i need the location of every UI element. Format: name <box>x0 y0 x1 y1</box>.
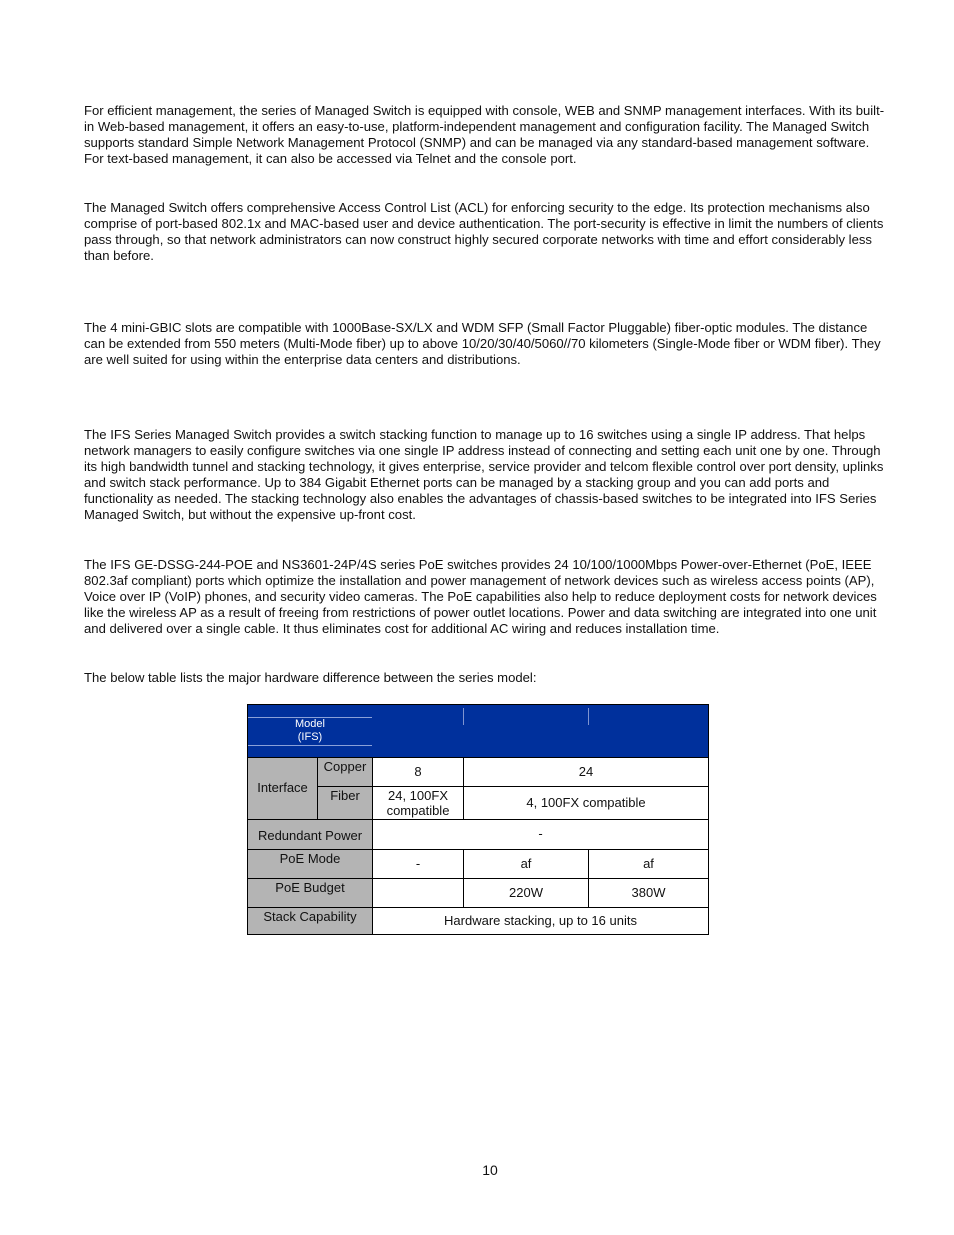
poe-budget-value-1 <box>372 878 463 907</box>
interface-label: Interface <box>248 757 317 819</box>
poe-mode-value-2: af <box>463 849 588 878</box>
stack-capability-label: Stack Capability <box>248 907 372 934</box>
redundant-power-value: - <box>372 819 708 849</box>
fiber-label: Fiber <box>317 786 372 819</box>
paragraph-stacking: The IFS Series Managed Switch provides a switch stacking function to manage up to 16 switches using a single IP address. That helps network managers to easily configure switches via one single IP address instead of connecting and setting each unit one by one. Through its high bandwidth tunnel and stacking technology, it gives enterprise, service provider and telcom flexible control over port density, uplinks and switch stack performance. Up to 384 Gigabit Ethernet ports can be managed by a stacking group and you can add ports and functionality as needed. The stacking technology also enables the advantages of chassis-based switches to be integrated into IFS Series Managed Switch, but without the expensive up-front cost. <box>84 427 884 522</box>
hardware-difference-table <box>247 704 709 935</box>
table-header-row <box>248 705 708 757</box>
paragraph-mini-gbic: The 4 mini-GBIC slots are compatible with 1000Base-SX/LX and WDM SFP (Small Factor Pluggable) fiber-optic modules. The distance can be extended from 550 meters (Multi-Mode fiber) up to above 10/20/30/40/5060//70 kilometers (Single-Mode fiber or WDM fiber). They are well suited for using within the enterprise data centers and distributions. <box>84 320 881 367</box>
header-model-label: Model <box>295 718 325 730</box>
poe-mode-label: PoE Mode <box>248 849 372 878</box>
paragraph-poe: The IFS GE-DSSG-244-POE and NS3601-24P/4S series PoE switches provides 24 10/100/1000Mbps Power-over-Ethernet (PoE, IEEE 802.3af compliant) ports which optimize the installation and power management of network devices such as wireless access points (AP), Voice over IP (VoIP) phones, and security video cameras. The PoE capabilities also help to reduce deployment costs for network devices like the wireless AP as a result of freeing from restrictions of power outlet locations. Power and data switching are integrated into one unit and delivered over a single cable. It thus eliminates cost for additional AC wiring and reduces installation time. <box>84 557 877 636</box>
copper-value-24-port: 24 <box>463 757 708 786</box>
paragraph-management: For efficient management, the series of Managed Switch is equipped with console, WEB and SNMP management interfaces. With its built-in Web-based management, it offers an easy-to-use, platform-independent management and configuration facility. The Managed Switch supports standard Simple Network Management Protocol (SNMP) and can be managed via any standard-based management software. For text-based management, it can also be accessed via Telnet and the console port. <box>84 103 885 166</box>
poe-mode-value-1: - <box>372 849 463 878</box>
fiber-value-line2: compatible <box>386 803 450 818</box>
header-ifs-label: (IFS) <box>297 731 323 743</box>
header-divider <box>588 708 589 725</box>
fiber-value-line1: 24, 100FX <box>388 788 448 803</box>
poe-budget-value-2: 220W <box>463 878 588 907</box>
stack-capability-value: Hardware stacking, up to 16 units <box>372 907 708 934</box>
poe-budget-value-3: 380W <box>588 878 708 907</box>
header-divider <box>463 708 464 725</box>
paragraph-security: The Managed Switch offers comprehensive Access Control List (ACL) for enforcing security to the edge. Its protection mechanisms also comprise of port-based 802.1x and MAC-based user and device authentication. The port-security is effective in limit the numbers of clients pass through, so that network administrators can now construct highly secured corporate networks with time and effort considerably less than before. <box>84 200 884 263</box>
paragraph-table-intro: The below table lists the major hardware difference between the series model: <box>84 670 537 685</box>
model-header-cell <box>248 717 372 746</box>
fiber-value-8-port <box>372 786 463 819</box>
copper-label: Copper <box>317 757 372 786</box>
redundant-power-label: Redundant Power <box>248 819 372 849</box>
poe-mode-value-3: af <box>588 849 708 878</box>
page-number: 10 <box>482 1162 498 1178</box>
fiber-value-24-port: 4, 100FX compatible <box>463 786 708 819</box>
copper-value-8-port: 8 <box>372 757 463 786</box>
poe-budget-label: PoE Budget <box>248 878 372 907</box>
